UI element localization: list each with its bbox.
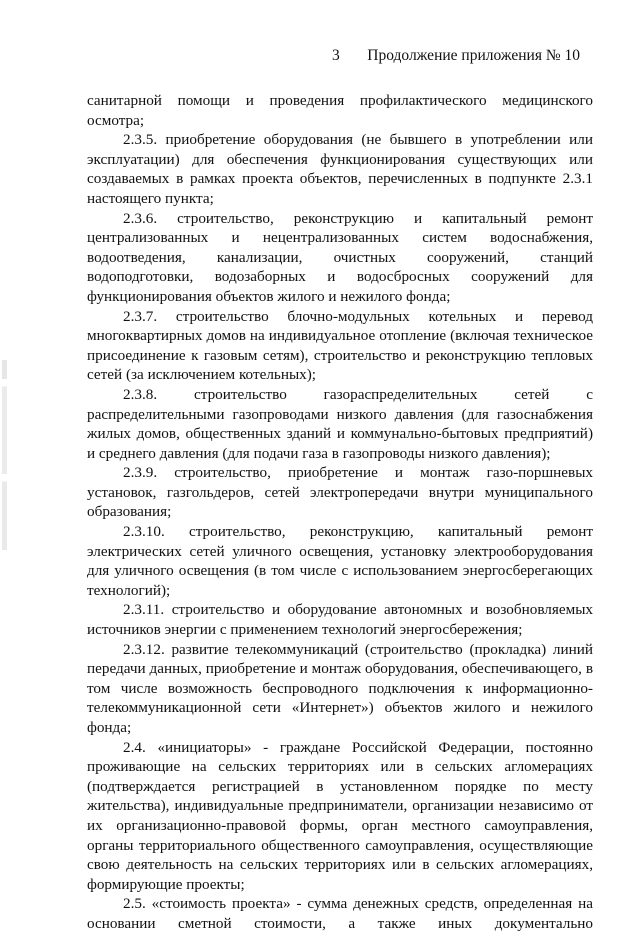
paragraph-2-3-7: 2.3.7. строительство блочно-модульных котельных и перевод многоквартирных домов на индивидуальное отопление (включая техническое присоединение к газовым сетям), строительство и реконструкцию тепловых сетей (за исключением котельных); (87, 307, 593, 384)
paragraph-2-3-12: 2.3.12. развитие телекоммуникаций (строительство (прокладка) линий передачи данных, приобретение и монтаж оборудования, обеспечивающего, в том числе возможность беспроводного подключения к информационно-телекоммуникационной сети «Интернет») объектов жилого и нежилого фонда; (87, 640, 593, 736)
paragraph-2-5: 2.5. «стоимость проекта» - сумма денежных средств, определенная на основании сметной стоимости, а также иных документально (87, 895, 593, 932)
paragraph-continuation: санитарной помощи и проведения профилактического медицинского осмотра; (87, 92, 593, 129)
appendix-continuation-title: Продолжение приложения № 10 (367, 47, 580, 64)
page-header (0, 46, 640, 66)
paragraph-2-4: 2.4. «инициаторы» - граждане Российской Федерации, постоянно проживающие на сельских территориях или в сельских агломерациях (подтверждается регистрацией в установленном порядке по месту жительства), индивидуальные предприниматели, организации независимо от их организационно-правовой формы, орган местного самоуправления, органы территориального общественного самоуправления, осуществляющие свою деятельность на сельских территориях или в сельских агломерациях, формирующие проекты; (87, 738, 593, 893)
page-number: 3 (332, 47, 340, 64)
paragraph-2-3-6: 2.3.6. строительство, реконструкцию и капитальный ремонт централизованных и нецентрализованных систем водоснабжения, водоотведения, канализации, очистных сооружений, станций водоподготовки, водозаборных и водосбросных сооружений для функционирования объектов жилого и нежилого фонда; (87, 209, 593, 305)
scan-margin-mark (2, 360, 7, 550)
paragraph-2-3-10: 2.3.10. строительство, реконструкцию, капитальный ремонт электрических сетей уличного освещения, установку электрооборудования для уличного освещения (в том числе с использованием энергосберегающих технологий); (87, 523, 593, 599)
paragraph-2-3-5: 2.3.5. приобретение оборудования (не бывшего в употреблении или эксплуатации) для обеспечения функционирования существующих или создаваемых в рамках проекта объектов, перечисленных в подпункте 2.3.1 настоящего пункта; (87, 131, 593, 207)
paragraph-2-3-11: 2.3.11. строительство и оборудование автономных и возобновляемых источников энергии с применением технологий энергосбережения; (87, 601, 593, 639)
paragraph-2-3-8: 2.3.8. строительство газораспределительных сетей с распределительными газопроводами низкого давления (для газоснабжения жилых домов, общественных зданий и коммунально-бытовых предприятий) и среднего давления (для подачи газа в газопроводы низкого давления); (87, 385, 593, 462)
document-body (87, 91, 593, 934)
paragraph-2-3-9: 2.3.9. строительство, приобретение и монтаж газо-поршневых установок, газгольдеров, сетей электропередачи внутри муниципального образования; (87, 464, 593, 521)
